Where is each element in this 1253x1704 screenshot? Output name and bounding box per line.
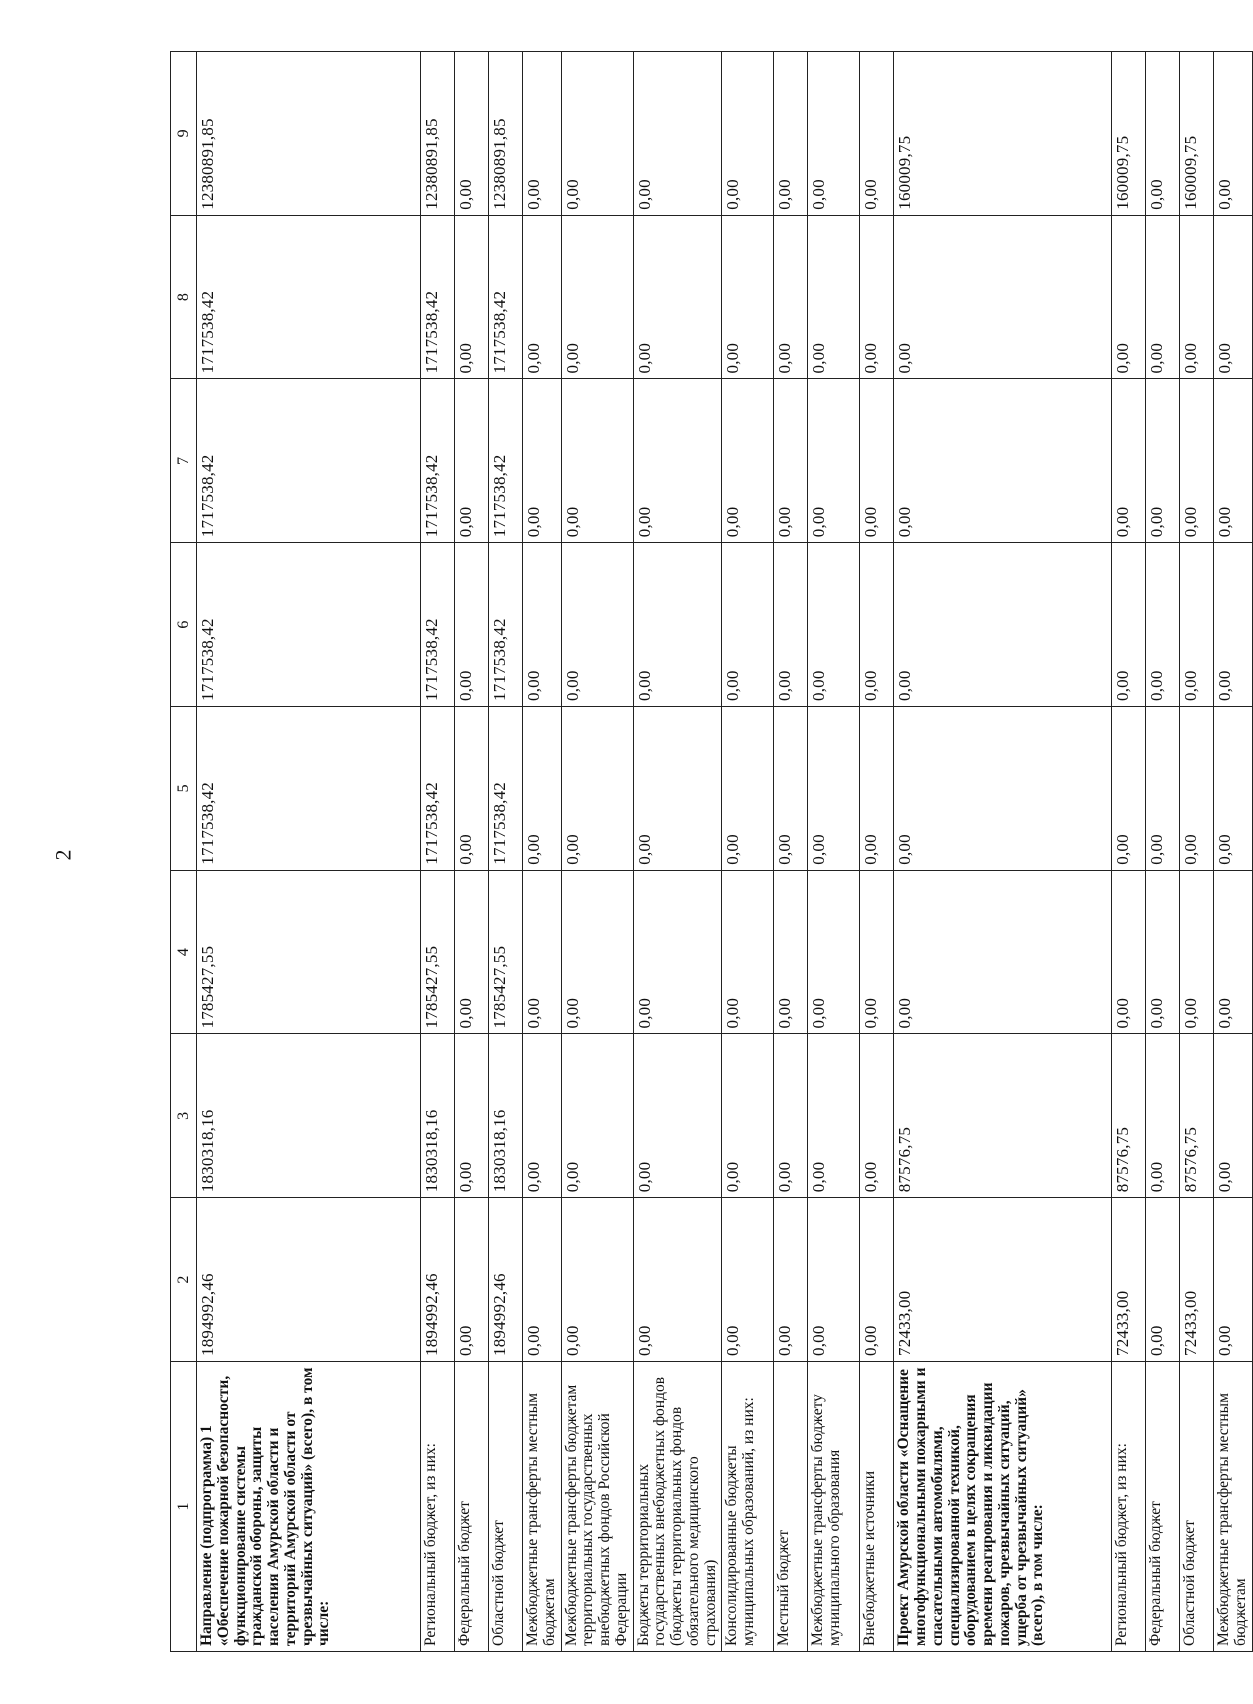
cell-value: 0,00 <box>561 215 633 379</box>
cell-value: 0,00 <box>523 379 561 543</box>
cell-value: 0,00 <box>1146 379 1180 543</box>
cell-value: 0,00 <box>1146 543 1180 707</box>
cell-value: 0,00 <box>894 379 1112 543</box>
cell-value: 0,00 <box>722 1034 774 1198</box>
cell-value: 0,00 <box>808 1034 860 1198</box>
cell-value: 0,00 <box>633 707 722 871</box>
cell-value: 0,00 <box>455 52 489 216</box>
cell-value: 0,00 <box>1146 1034 1180 1198</box>
cell-value: 0,00 <box>808 1198 860 1362</box>
cell-value: 87576,75 <box>1180 1034 1214 1198</box>
cell-value: 1785427,55 <box>489 870 523 1034</box>
cell-value: 0,00 <box>722 543 774 707</box>
cell-value: 0,00 <box>860 1034 894 1198</box>
cell-value: 0,00 <box>808 52 860 216</box>
cell-value: 1894992,46 <box>421 1198 455 1362</box>
cell-value: 0,00 <box>523 1034 561 1198</box>
cell-value: 1717538,42 <box>421 543 455 707</box>
row-label: Региональный бюджет, из них: <box>421 1362 455 1652</box>
page-number: 2 <box>50 849 76 861</box>
cell-value: 72433,00 <box>1180 1198 1214 1362</box>
table-row <box>197 52 421 1652</box>
cell-value: 0,00 <box>860 1198 894 1362</box>
cell-value: 0,00 <box>455 870 489 1034</box>
cell-value: 0,00 <box>1146 215 1180 379</box>
cell-value: 0,00 <box>561 52 633 216</box>
row-label: Бюджеты территориальных государственных внебюджетных фондов (бюджеты территориальных фондов обязательного медицинского страхования) <box>633 1362 722 1652</box>
row-label: Федеральный бюджет <box>1146 1362 1180 1652</box>
cell-value: 0,00 <box>774 1034 808 1198</box>
cell-value: 0,00 <box>860 707 894 871</box>
cell-value: 0,00 <box>1214 870 1252 1034</box>
column-header-4: 4 <box>171 870 197 1034</box>
row-label: Направление (подпрограмма) 1 «Обеспечение пожарной безопасности, функционирование системы гражданской обороны, защиты населения Амурской области и территорий Амурской области от чрезвычайных ситуаций» (всего), в том числе: <box>197 1362 421 1652</box>
cell-value: 0,00 <box>633 1034 722 1198</box>
cell-value: 0,00 <box>455 1198 489 1362</box>
cell-value: 0,00 <box>894 215 1112 379</box>
row-label: Областной бюджет <box>1180 1362 1214 1652</box>
cell-value: 0,00 <box>1112 707 1146 871</box>
cell-value: 0,00 <box>523 52 561 216</box>
cell-value: 1717538,42 <box>197 379 421 543</box>
cell-value: 0,00 <box>523 543 561 707</box>
cell-value: 0,00 <box>774 707 808 871</box>
cell-value: 1785427,55 <box>197 870 421 1034</box>
cell-value: 87576,75 <box>1112 1034 1146 1198</box>
cell-value: 72433,00 <box>1112 1198 1146 1362</box>
cell-value: 1830318,16 <box>197 1034 421 1198</box>
cell-value: 0,00 <box>633 215 722 379</box>
cell-value: 0,00 <box>722 707 774 871</box>
table-row <box>1112 52 1146 1652</box>
table-row <box>722 52 774 1652</box>
table-header-row <box>171 52 197 1652</box>
table-row <box>1146 52 1180 1652</box>
row-label: Региональный бюджет, из них: <box>1112 1362 1146 1652</box>
cell-value: 1717538,42 <box>421 707 455 871</box>
cell-value: 0,00 <box>894 870 1112 1034</box>
table-row <box>421 52 455 1652</box>
cell-value: 0,00 <box>455 543 489 707</box>
table-row <box>774 52 808 1652</box>
cell-value: 0,00 <box>860 215 894 379</box>
cell-value: 0,00 <box>1180 543 1214 707</box>
cell-value: 1717538,42 <box>421 215 455 379</box>
cell-value: 0,00 <box>561 870 633 1034</box>
cell-value: 0,00 <box>1146 1198 1180 1362</box>
cell-value: 0,00 <box>808 870 860 1034</box>
column-header-9: 9 <box>171 52 197 216</box>
row-label: Межбюджетные трансферты местным бюджетам <box>1214 1362 1252 1652</box>
cell-value: 12380891,85 <box>197 52 421 216</box>
cell-value: 1830318,16 <box>489 1034 523 1198</box>
cell-value: 0,00 <box>722 1198 774 1362</box>
cell-value: 160009,75 <box>894 52 1112 216</box>
cell-value: 0,00 <box>633 52 722 216</box>
cell-value: 0,00 <box>1214 543 1252 707</box>
cell-value: 160009,75 <box>1180 52 1214 216</box>
cell-value: 0,00 <box>894 707 1112 871</box>
cell-value: 0,00 <box>1180 870 1214 1034</box>
cell-value: 0,00 <box>1180 379 1214 543</box>
cell-value: 1717538,42 <box>197 543 421 707</box>
column-header-3: 3 <box>171 1034 197 1198</box>
table-row <box>561 52 633 1652</box>
cell-value: 0,00 <box>774 1198 808 1362</box>
cell-value: 0,00 <box>561 379 633 543</box>
cell-value: 0,00 <box>561 1198 633 1362</box>
cell-value: 0,00 <box>722 52 774 216</box>
table-row <box>1180 52 1214 1652</box>
table-row <box>523 52 561 1652</box>
cell-value: 0,00 <box>633 1198 722 1362</box>
row-label: Федеральный бюджет <box>455 1362 489 1652</box>
cell-value: 0,00 <box>1180 707 1214 871</box>
cell-value: 0,00 <box>894 543 1112 707</box>
cell-value: 0,00 <box>1214 215 1252 379</box>
cell-value: 1717538,42 <box>197 215 421 379</box>
cell-value: 0,00 <box>561 543 633 707</box>
cell-value: 1717538,42 <box>489 543 523 707</box>
cell-value: 72433,00 <box>894 1198 1112 1362</box>
rotated-table-container <box>170 52 1250 1652</box>
cell-value: 0,00 <box>1146 870 1180 1034</box>
cell-value: 0,00 <box>633 379 722 543</box>
column-header-8: 8 <box>171 215 197 379</box>
cell-value: 0,00 <box>722 215 774 379</box>
cell-value: 1717538,42 <box>421 379 455 543</box>
cell-value: 0,00 <box>1112 543 1146 707</box>
cell-value: 0,00 <box>561 1034 633 1198</box>
cell-value: 0,00 <box>860 379 894 543</box>
cell-value: 0,00 <box>1214 379 1252 543</box>
cell-value: 0,00 <box>1214 1198 1252 1362</box>
cell-value: 0,00 <box>722 379 774 543</box>
row-label: Проект Амурской области «Оснащение многофункциональными пожарными и спасательными автомобилями, специализированной техникой, оборудованием в целях сокращения времени реагирования и ликвидации пожаров, чрезвычайных ситуаций, ущерба от чрезвычайных ситуаций» (всего), в том числе: <box>894 1362 1112 1652</box>
cell-value: 0,00 <box>455 707 489 871</box>
cell-value: 1717538,42 <box>489 215 523 379</box>
cell-value: 0,00 <box>455 379 489 543</box>
cell-value: 0,00 <box>455 1034 489 1198</box>
cell-value: 0,00 <box>1112 215 1146 379</box>
cell-value: 160009,75 <box>1112 52 1146 216</box>
cell-value: 0,00 <box>1112 379 1146 543</box>
row-label: Межбюджетные трансферты бюджетам территориальных государственных внебюджетных фондов Российской Федерации <box>561 1362 633 1652</box>
cell-value: 0,00 <box>808 707 860 871</box>
table-row <box>1214 52 1252 1652</box>
cell-value: 0,00 <box>523 1198 561 1362</box>
cell-value: 1717538,42 <box>489 707 523 871</box>
cell-value: 0,00 <box>774 52 808 216</box>
cell-value: 0,00 <box>1214 1034 1252 1198</box>
cell-value: 0,00 <box>523 215 561 379</box>
column-header-6: 6 <box>171 543 197 707</box>
row-label: Межбюджетные трансферты бюджету муниципального образования <box>808 1362 860 1652</box>
row-label: Внебюджетные источники <box>860 1362 894 1652</box>
cell-value: 0,00 <box>860 870 894 1034</box>
cell-value: 0,00 <box>860 52 894 216</box>
table-row <box>489 52 523 1652</box>
row-label: Областной бюджет <box>489 1362 523 1652</box>
cell-value: 1830318,16 <box>421 1034 455 1198</box>
cell-value: 1785427,55 <box>421 870 455 1034</box>
cell-value: 0,00 <box>523 870 561 1034</box>
cell-value: 0,00 <box>523 707 561 871</box>
cell-value: 0,00 <box>774 870 808 1034</box>
cell-value: 1717538,42 <box>197 707 421 871</box>
cell-value: 0,00 <box>722 870 774 1034</box>
table-body <box>197 52 1253 1652</box>
cell-value: 12380891,85 <box>489 52 523 216</box>
row-label: Консолидированные бюджеты муниципальных образований, из них: <box>722 1362 774 1652</box>
cell-value: 1717538,42 <box>489 379 523 543</box>
cell-value: 0,00 <box>1180 215 1214 379</box>
row-label: Местный бюджет <box>774 1362 808 1652</box>
cell-value: 0,00 <box>1112 870 1146 1034</box>
column-header-7: 7 <box>171 379 197 543</box>
table-row <box>455 52 489 1652</box>
cell-value: 0,00 <box>1214 707 1252 871</box>
cell-value: 0,00 <box>633 870 722 1034</box>
table-row <box>633 52 722 1652</box>
cell-value: 0,00 <box>1146 707 1180 871</box>
column-header-5: 5 <box>171 707 197 871</box>
cell-value: 12380891,85 <box>421 52 455 216</box>
table-row <box>894 52 1112 1652</box>
cell-value: 0,00 <box>633 543 722 707</box>
table-row <box>860 52 894 1652</box>
cell-value: 0,00 <box>561 707 633 871</box>
cell-value: 1894992,46 <box>489 1198 523 1362</box>
cell-value: 0,00 <box>1214 52 1252 216</box>
cell-value: 0,00 <box>860 543 894 707</box>
column-header-1: 1 <box>171 1362 197 1652</box>
cell-value: 87576,75 <box>894 1034 1112 1198</box>
table-row <box>808 52 860 1652</box>
cell-value: 0,00 <box>808 215 860 379</box>
cell-value: 0,00 <box>808 543 860 707</box>
cell-value: 1894992,46 <box>197 1198 421 1362</box>
row-label: Межбюджетные трансферты местным бюджетам <box>523 1362 561 1652</box>
cell-value: 0,00 <box>774 543 808 707</box>
cell-value: 0,00 <box>1146 52 1180 216</box>
budget-table <box>170 51 1253 1652</box>
cell-value: 0,00 <box>808 379 860 543</box>
column-header-2: 2 <box>171 1198 197 1362</box>
cell-value: 0,00 <box>455 215 489 379</box>
cell-value: 0,00 <box>774 215 808 379</box>
cell-value: 0,00 <box>774 379 808 543</box>
